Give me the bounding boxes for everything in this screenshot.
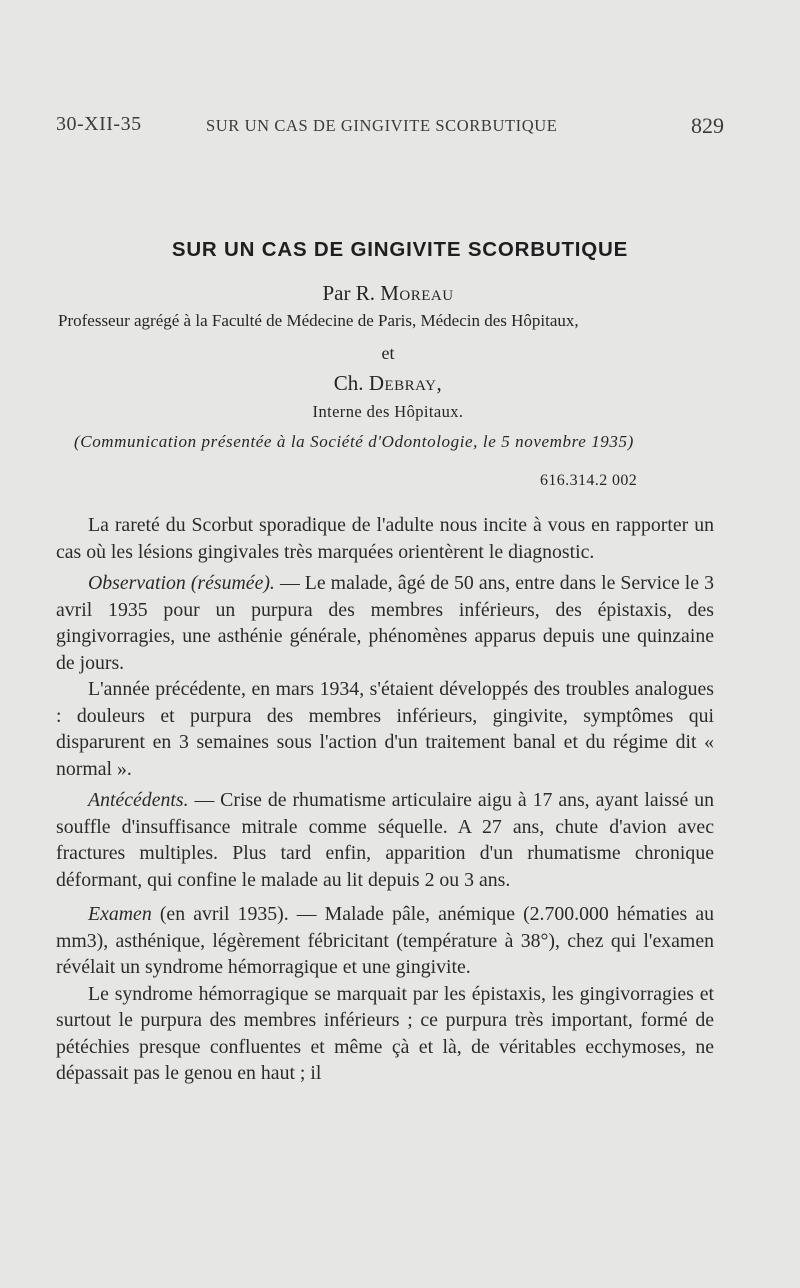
examen-paragraph bbox=[56, 901, 714, 981]
author2-surname: Debray, bbox=[368, 371, 443, 395]
observation-paragraph bbox=[56, 570, 714, 676]
observation-text: — Le malade, âgé de 50 ans, entre dans le Service le 3 avril 1935 pour un purpura des membres inférieurs, des épistaxis, des gingivorragies, une asthénie générale, phénomènes apparus depuis une quinzaine de jours. bbox=[56, 572, 714, 674]
page-number: 829 bbox=[691, 113, 724, 138]
author1-initial: R. bbox=[355, 281, 375, 305]
by-label: Par bbox=[322, 281, 351, 305]
author1-byline bbox=[0, 281, 776, 306]
communication-note: (Communication présentée à la Société d'Odontologie, le 5 novembre 1935) bbox=[74, 432, 634, 451]
antecedents-paragraph bbox=[56, 787, 714, 893]
observation-heading: Observation (résumée). bbox=[88, 572, 275, 594]
classification-number: 616.314.2 002 bbox=[540, 472, 638, 489]
antecedents-heading: Antécédents. bbox=[88, 789, 189, 811]
conjunction: et bbox=[381, 343, 395, 363]
header-running-title: SUR UN CAS DE GINGIVITE SCORBUTIQUE bbox=[206, 116, 558, 135]
author1-surname: Moreau bbox=[380, 281, 454, 305]
running-header bbox=[56, 113, 724, 143]
header-date: 30-XII-35 bbox=[56, 113, 142, 135]
article-title: SUR UN CAS DE GINGIVITE SCORBUTIQUE bbox=[171, 238, 629, 261]
intro-paragraph: La rareté du Scorbut sporadique de l'adulte nous incite à vous en rapporter un cas où les lésions gingivales très marquées orientèrent le diagnostic. bbox=[56, 514, 714, 563]
previous-year-paragraph: L'année précédente, en mars 1934, s'étaient développés des troubles analogues : douleurs et purpura des membres inférieurs, gingivite, symptômes qui disparurent en 3 semaines sous l'action d'un traitement banal et du régime dit « normal ». bbox=[56, 678, 714, 780]
author2-initial: Ch. bbox=[333, 371, 364, 395]
article-body bbox=[56, 512, 714, 1087]
author2-affiliation: Interne des Hôpitaux. bbox=[312, 402, 464, 421]
antecedents-text: — Crise de rhumatisme articulaire aigu à 17 ans, ayant laissé un souffle d'insuffisance mitrale comme séquelle. A 27 ans, chute d'avion avec fractures multiples. Plus tard enfin, apparition d'un rhumatisme chronique déformant, qui confine le malade au lit depuis 2 ou 3 ans. bbox=[56, 789, 714, 891]
examen-heading: Examen bbox=[88, 903, 152, 925]
author1-affiliation: Professeur agrégé à la Faculté de Médecine de Paris, Médecin des Hôpitaux, bbox=[58, 311, 579, 330]
syndrome-paragraph: Le syndrome hémorragique se marquait par les épistaxis, les gingivorragies et surtout le purpura des membres inférieurs ; ce purpura très important, formé de pétéchies presque confluentes et même çà et là, de véritables ecchymoses, ne dépassait pas le genou en haut ; il bbox=[56, 982, 714, 1084]
examen-text: (en avril 1935). — Malade pâle, anémique (2.700.000 hématies au mm3), asthénique, légèrement fébricitant (température à 38°), chez qui l'examen révélait un syndrome hémorragique et une gingivite. bbox=[56, 903, 714, 978]
author2-byline bbox=[0, 371, 776, 396]
